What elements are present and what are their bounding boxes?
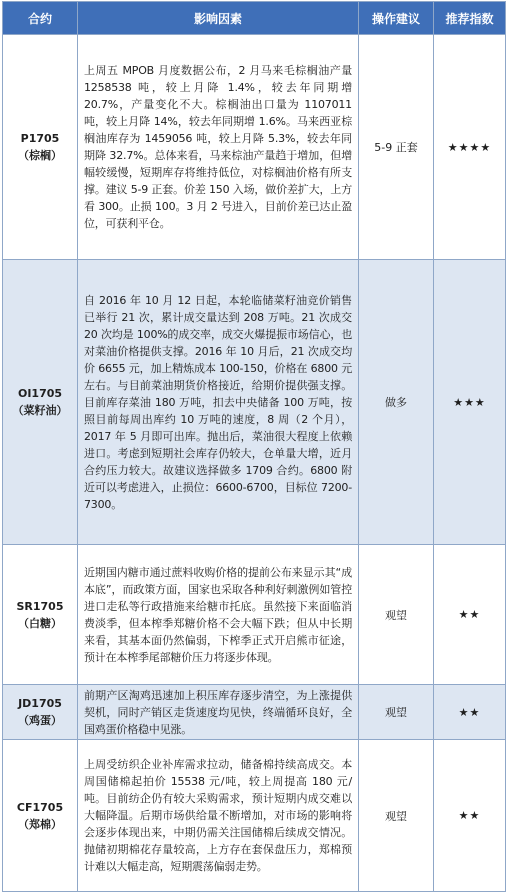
rating-stars: ★★★ xyxy=(434,260,506,545)
advice-cell: 做多 xyxy=(359,260,434,545)
advice-cell: 5-9 正套 xyxy=(359,35,434,260)
table-row-oi1705 xyxy=(3,260,506,545)
header-contract: 合约 xyxy=(3,2,78,35)
contract-name: （鸡蛋） xyxy=(18,714,62,727)
contract-code: P1705 xyxy=(20,132,60,145)
table-row-p1705 xyxy=(3,35,506,260)
advice-cell: 观望 xyxy=(359,685,434,740)
rating-stars: ★★ xyxy=(434,685,506,740)
contract-name: （白糖） xyxy=(18,616,62,630)
contract-cell xyxy=(3,35,78,260)
contract-cell xyxy=(3,740,78,892)
advice-cell: 观望 xyxy=(359,545,434,685)
advice-cell: 观望 xyxy=(359,740,434,892)
contract-code: JD1705 xyxy=(18,697,62,710)
contract-code: OI1705 xyxy=(17,387,63,400)
factor-cell: 上周受纺织企业补库需求拉动，储备棉持续高成交。本周国储棉起拍价 15538 元/吨，较上周提高 180 元/吨。目前纺企仍有较大采购需求，预计短期内成交难以大幅降温。后期市场供给量不断增加，对市场的影响将会逐步体现出来，中期仍需关注国储棉后续成交情况。抛储初期棉花存量较高，上方存在套保盘压力，郑棉预计难以大幅走高，短期震荡偏弱走势。 xyxy=(78,740,359,892)
contract-code: SR1705 xyxy=(16,599,64,613)
contract-name: （郑棉） xyxy=(18,817,62,831)
header-factor: 影响因素 xyxy=(78,2,359,35)
contract-cell xyxy=(3,260,78,545)
table-header-row xyxy=(3,2,506,35)
factor-cell: 前期产区淘鸡迅速加上积压库存逐步清空，为上涨提供契机，同时产销区走货速度均见快，终端循环良好，全国鸡蛋价格稳中见涨。 xyxy=(78,685,359,740)
factor-cell: 自 2016 年 10 月 12 日起，本轮临储菜籽油竞价销售已举行 21 次，累计成交量达到 208 万吨。21 次成交 20 次均是 100%的成交率，成交火爆提振市场信心，也对菜油价格提供支撑。2016 年 10 月后，21 次成交均价 6655 元，加上精炼成本 100-150，价格在 6800 元左右。与目前菜油期货价格接近，给期价提供强支撑。目前库存菜油 180 万吨，扣去中央储备 100 万吨，按照目前每周出库约 10 万吨的速度，8 周（2 个月），2017 年 5 月即可出库。抛出后，菜油很大程度上依赖进口。考虑到短期社会库存仍较大，仓单量大增，近月合约压力较大。故建议选择做多 1709 合约。6800 附近可以考虑进入，止损位：6600-6700，目标位 7200-7300。 xyxy=(78,260,359,545)
header-rating: 推荐指数 xyxy=(434,2,506,35)
contract-name: （菜籽油） xyxy=(12,404,68,417)
contract-cell xyxy=(3,545,78,685)
contract-cell xyxy=(3,685,78,740)
advice-table xyxy=(2,1,506,892)
contract-name: （棕榈） xyxy=(18,149,62,162)
table-row-cf1705 xyxy=(3,740,506,892)
factor-cell: 上周五 MPOB 月度数据公布，2 月马来毛棕榈油产量 1258538 吨，较上月降 1.4%，较去年同期增 20.7%，产量变化不大。棕榈油出口量为 1107011 吨，较上月降 14%，较去年同期增 1.6%。马来西亚棕榈油库存为 1459056 吨，较上月降 5.3%，较去年同期降 32.7%。总体来看，马来棕油产量趋于增加，但增幅较缓慢，短期库存将维持低位，对棕榈油价格有所支撑。建议 5-9 正套。价差 150 入场，做价差扩大，上方看 300。止损 100。3 月 2 号进入，目前价差已达止盈位，可获利平仓。 xyxy=(78,35,359,260)
factor-cell: 近期国内糖市通过蔗料收购价格的提前公布来显示其“成本底”，而政策方面，国家也采取各种利好刺激例如管控进口走私等行政措施来给糖市托底。虽然接下来面临消费淡季，但本榨季郑糖价格不会大幅下跌；但从中长期来看，其基本面仍然偏弱，下榨季正式开启熊市征途，预计在本榨季尾部糖价压力将逐步体现。 xyxy=(78,545,359,685)
rating-stars: ★★ xyxy=(434,545,506,685)
header-advice: 操作建议 xyxy=(359,2,434,35)
rating-stars: ★★ xyxy=(434,740,506,892)
rating-stars: ★★★★ xyxy=(434,35,506,260)
table-row-jd1705 xyxy=(3,685,506,740)
contract-code: CF1705 xyxy=(16,800,64,814)
table-row-sr1705 xyxy=(3,545,506,685)
